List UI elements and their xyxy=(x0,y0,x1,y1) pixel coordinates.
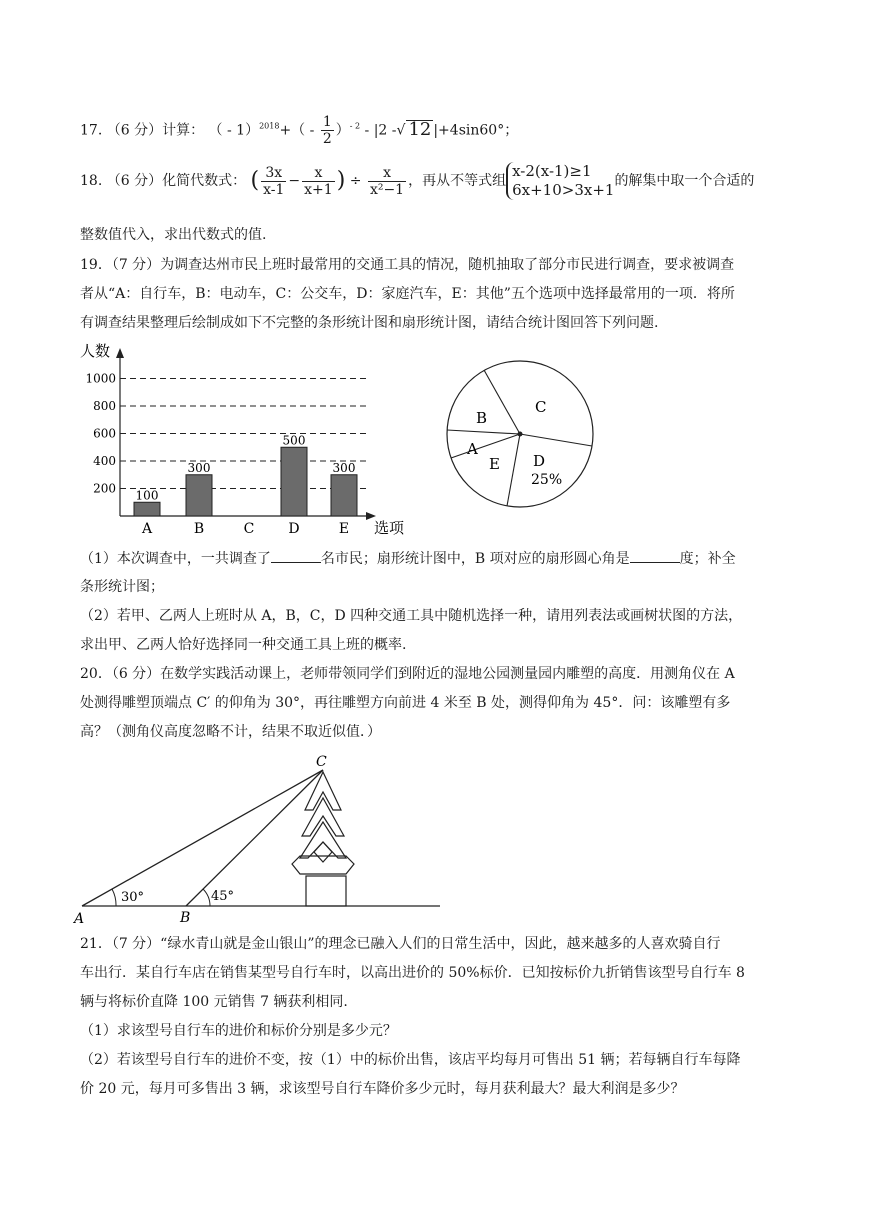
sight-line-b xyxy=(186,770,323,906)
q17-exp2: - 2 xyxy=(349,121,361,131)
x-tick-label: C xyxy=(243,521,255,537)
q21-part2-line2: 价 20 元，每月可多售出 3 辆，求该型号自行车降价多少元时，每月获利最大？最大利润是多少？ xyxy=(80,1081,685,1097)
y-tick-label: 400 xyxy=(93,454,116,468)
q18-ineq1: x-2(x-1)≥1 xyxy=(512,162,592,180)
answer-blank-angle[interactable] xyxy=(630,549,680,563)
x-tick-label: E xyxy=(338,521,350,537)
pie-label-d: D xyxy=(533,452,546,470)
q20-line3: 高？（测角仪高度忽略不计，结果不取近似值．） xyxy=(80,724,381,740)
q17-frac-den: 2 xyxy=(322,131,332,147)
q17-part2: +（ - xyxy=(279,122,315,139)
q20-line1: 20．（6 分）在数学实践活动课上，老师带领同学们到附近的湿地公园测量园内雕塑的高度．用测角仪在 A xyxy=(80,666,735,682)
q18-score: （6 分）化简代数式： xyxy=(106,173,247,189)
pie-center xyxy=(518,432,523,437)
x-tick-label: A xyxy=(141,521,153,537)
q18-frac1-den: x-1 xyxy=(263,181,285,198)
x-tick-label: D xyxy=(288,521,300,537)
point-label-b: B xyxy=(180,910,191,926)
q17-score: （6 分）计算： xyxy=(106,122,205,139)
q19-line2: 者从“A：自行车，B：电动车，C：公交车，D：家庭汽车，E：其他”五个选项中选择最常用的一项．将所 xyxy=(80,286,735,302)
sculpture-diagram xyxy=(70,752,450,927)
angle-label-a: 30° xyxy=(121,890,145,905)
bar-value-label: 100 xyxy=(135,488,159,503)
q21-line1: 21．（7 分）“绿水青山就是金山银山”的理念已融入人们的日常生活中，因此，越来越多的人喜欢骑自行 xyxy=(80,936,721,952)
q19-line3: 有调查结果整理后绘制成如下不完整的条形统计图和扇形统计图，请结合统计图回答下列问题. xyxy=(80,315,659,331)
q17-part4: - |2 - xyxy=(360,122,397,139)
q18-frac3-num: x xyxy=(368,165,406,182)
q19-line1: 19．（7 分）为调查达州市民上班时最常用的交通工具的情况，随机抽取了部分市民进行调查，要求被调查 xyxy=(80,257,735,273)
point-label-a: A xyxy=(74,911,85,927)
pie-label-b: B xyxy=(476,409,488,427)
q18-line: 18. （6 分）化简代数式： ( $\frac{3x}{x-1}$ − $\frac{x}{x+1}$ ) ÷ $\frac{x}{\text{x²−1}}$ ，再从不等式组 x-2(x-1)≥1 6x+10>3x+1 的解集中取一个合适的 xyxy=(80,162,755,199)
pie-divider-5 xyxy=(520,434,592,446)
bar-B xyxy=(186,475,212,516)
pie-divider-3 xyxy=(451,434,520,458)
q18-frac2 xyxy=(302,165,335,198)
q19-part1 xyxy=(80,549,736,568)
q17-part3: ） xyxy=(335,122,350,139)
pie-chart xyxy=(427,338,617,528)
q18-minus: − xyxy=(288,173,301,189)
bar-D xyxy=(281,447,307,516)
bar-value-label: 300 xyxy=(187,460,211,475)
q21-part2-line1: （2）若该型号自行车的进价不变，按（1）中的标价出售，该店平均每月可售出 51 辆；若每辆自行车每降 xyxy=(80,1052,741,1068)
bar-value-label: 500 xyxy=(282,433,306,448)
pie-divider-1 xyxy=(484,370,520,434)
q18-mid: ，再从不等式组 xyxy=(408,173,507,189)
q19-p1b: 名市民；扇形统计图中，B 项对应的扇形圆心角是 xyxy=(320,551,630,567)
point-label-c: C xyxy=(316,754,327,770)
q21-line3: 辆与将标价直降 100 元销售 7 辆获利相同. xyxy=(80,994,348,1010)
q17-line: 17. （6 分）计算： （ - 1）$^{2018}$+（ - $\frac{1}{2}$ ）$^{- 2}$ - |2 -√ 12 |+4sin60°； xyxy=(80,114,519,147)
q19-part2-line1: （2）若甲、乙两人上班时从 A，B，C，D 四种交通工具中随机选择一种，请用列表法或画树状图的方法， xyxy=(80,608,743,624)
answer-blank-total[interactable] xyxy=(271,549,321,563)
bar-chart-ylabel: 人数 xyxy=(80,342,111,360)
pie-label-e: E xyxy=(489,455,500,473)
angle-arc-b xyxy=(203,889,210,906)
q18-line2: 整数值代入，求出代数式的值. xyxy=(80,227,267,243)
q21-part1: （1）求该型号自行车的进价和标价分别是多少元？ xyxy=(80,1023,397,1039)
q19-part1-line2: 条形统计图； xyxy=(80,579,164,595)
q17-part5: |+4sin60°； xyxy=(433,122,519,139)
bar-chart xyxy=(70,338,430,538)
q17-fraction xyxy=(321,114,334,147)
q18-inequality-system xyxy=(506,162,614,200)
y-tick-label: 1000 xyxy=(85,371,116,386)
q17-part1: （ - 1） xyxy=(208,122,260,139)
pie-label-c: C xyxy=(535,398,547,416)
q18-div: ÷ xyxy=(349,173,362,189)
q18-frac2-den: x+1 xyxy=(304,181,333,198)
angle-arc-a xyxy=(112,889,116,906)
angle-label-b: 45° xyxy=(211,889,235,904)
q18-frac3-den: x²−1 xyxy=(369,181,405,198)
q18-frac1-num: 3x xyxy=(261,165,286,182)
pie-divider-2 xyxy=(447,430,520,434)
sight-line-a xyxy=(82,770,323,906)
pie-label-a: A xyxy=(467,440,478,458)
pie-divider-4 xyxy=(507,434,520,506)
q18-tail: 的解集中取一个合适的 xyxy=(614,173,755,189)
q18-ineq2: 6x+10>3x+1 xyxy=(512,181,615,199)
x-tick-label: B xyxy=(193,521,205,537)
pie-label-d-percent: 25% xyxy=(531,472,563,488)
y-tick-label: 200 xyxy=(93,481,116,496)
q18-number: 18. xyxy=(80,173,103,189)
q17-frac-num: 1 xyxy=(322,114,332,130)
q17-sqrt: 12 xyxy=(408,118,432,140)
q21-line2: 车出行．某自行车店在销售某型号自行车时，以高出进价的 50%标价．已知按标价九折销售该型号自行车 8 xyxy=(80,965,745,981)
q19-part2-line2: 求出甲、乙两人恰好选择同一种交通工具上班的概率. xyxy=(80,637,407,653)
q19-p1a: （1）本次调查中，一共调查了 xyxy=(80,551,271,567)
bar-A xyxy=(134,502,160,516)
q19-p1c: 度；补全 xyxy=(679,551,736,567)
y-tick-label: 800 xyxy=(93,399,116,413)
bar-value-label: 300 xyxy=(332,460,356,475)
q17-exp1: 2018 xyxy=(259,121,280,131)
y-axis-arrow xyxy=(116,348,124,358)
bar-chart-xlabel: 选项 xyxy=(374,519,405,537)
q20-line2: 处测得雕塑顶端点 C′ 的仰角为 30°，再往雕塑方向前进 4 米至 B 处，测得仰角为 45°．问：该雕塑有多 xyxy=(80,695,731,711)
q18-frac3 xyxy=(368,165,406,198)
q17-number: 17. xyxy=(80,122,103,139)
q18-frac1 xyxy=(261,165,286,198)
y-tick-label: 600 xyxy=(93,426,116,441)
q18-frac2-num: x xyxy=(302,165,335,182)
bar-E xyxy=(331,475,357,516)
